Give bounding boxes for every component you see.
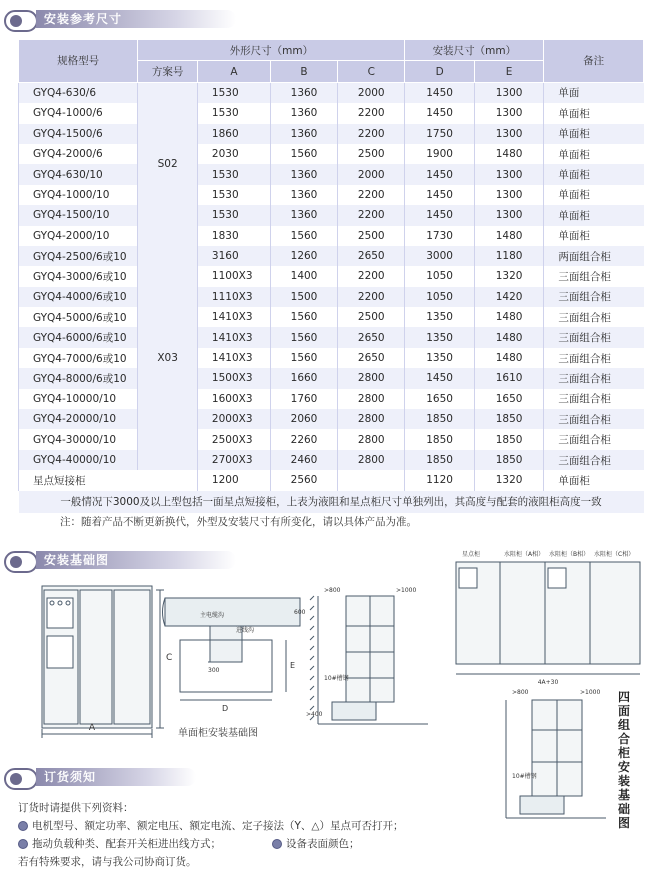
cell-a: 1110X3 <box>197 287 270 307</box>
cell-remark: 单面柜 <box>544 470 644 490</box>
section-marker-icon <box>4 768 38 790</box>
cell-c: 2800 <box>338 368 405 388</box>
cell-d: 1450 <box>405 185 474 205</box>
cell-a: 1830 <box>197 226 270 246</box>
cell-model: GYQ4-1000/6 <box>19 103 138 123</box>
cell-c: 2200 <box>338 266 405 286</box>
cell-d: 1450 <box>405 368 474 388</box>
cell-model: GYQ4-1000/10 <box>19 185 138 205</box>
cell-model: GYQ4-6000/6或10 <box>19 327 138 347</box>
cell-e: 1480 <box>474 348 543 368</box>
label-a: A <box>88 723 96 733</box>
cell-c: 2650 <box>338 246 405 266</box>
cell-a: 2030 <box>197 144 270 164</box>
cell-a: 1410X3 <box>197 348 270 368</box>
cell-model: GYQ4-1500/10 <box>19 205 138 225</box>
cell-b: 1560 <box>270 144 337 164</box>
cell-e: 1480 <box>474 307 543 327</box>
header-mount: 安装尺寸（mm） <box>405 40 544 61</box>
label-d: D <box>222 704 229 713</box>
cell-c: 2200 <box>338 205 405 225</box>
cell-d: 1450 <box>405 164 474 184</box>
cell-b: 1360 <box>270 82 337 103</box>
cell-b: 1560 <box>270 226 337 246</box>
header-b: B <box>270 61 337 82</box>
dim-300: 300 <box>208 667 220 674</box>
cell-a: 1410X3 <box>197 327 270 347</box>
cell-a: 1410X3 <box>197 307 270 327</box>
cell-model: GYQ4-7000/6或10 <box>19 348 138 368</box>
cell-d: 1900 <box>405 144 474 164</box>
order-item-3 <box>272 836 360 851</box>
cell-c: 2650 <box>338 348 405 368</box>
cell-c: 2000 <box>338 164 405 184</box>
cell-e: 1850 <box>474 409 543 429</box>
combo-side-section-drawing <box>506 700 606 818</box>
cell-a: 2000X3 <box>197 409 270 429</box>
cell-b: 1360 <box>270 205 337 225</box>
combo-caption: 四面组合柜安装基础图 <box>618 690 631 830</box>
cell-d: 1450 <box>405 103 474 123</box>
cell-c: 2200 <box>338 287 405 307</box>
cell-model: GYQ4-2500/6或10 <box>19 246 138 266</box>
cell-b: 1560 <box>270 307 337 327</box>
dim-1000-lower: >1000 <box>580 689 601 696</box>
cell-e: 1300 <box>474 82 543 103</box>
cell-e: 1850 <box>474 429 543 449</box>
header-e: E <box>474 61 543 82</box>
cell-b: 1360 <box>270 164 337 184</box>
dim-1000: >1000 <box>396 587 417 594</box>
cell-remark: 单面柜 <box>544 185 644 205</box>
cell-a: 2700X3 <box>197 450 270 470</box>
cell-d: 1350 <box>405 348 474 368</box>
cell-a: 3160 <box>197 246 270 266</box>
cell-model: GYQ4-30000/10 <box>19 429 138 449</box>
cell-b: 2560 <box>270 470 337 490</box>
cell-a: 1860 <box>197 124 270 144</box>
cell-e: 1180 <box>474 246 543 266</box>
cell-model: GYQ4-3000/6或10 <box>19 266 138 286</box>
cell-e: 1480 <box>474 327 543 347</box>
header-d: D <box>405 61 474 82</box>
cell-a: 2500X3 <box>197 429 270 449</box>
cell-d: 1750 <box>405 124 474 144</box>
header-outer: 外形尺寸（mm） <box>138 40 405 61</box>
order-item-1 <box>18 818 404 833</box>
cell-c: 2500 <box>338 226 405 246</box>
cell-d: 1450 <box>405 205 474 225</box>
cell-remark: 三面组合柜 <box>544 368 644 388</box>
liquid-a-label: 水阻柜（A相） <box>504 551 545 558</box>
cell-c: 2800 <box>338 409 405 429</box>
cell-a: 1530 <box>197 82 270 103</box>
cell-e: 1650 <box>474 389 543 409</box>
cell-d: 1050 <box>405 287 474 307</box>
cell-e: 1420 <box>474 287 543 307</box>
cell-b: 2060 <box>270 409 337 429</box>
cell-a: 1200 <box>197 470 270 490</box>
header-c: C <box>338 61 405 82</box>
cell-a: 1530 <box>197 164 270 184</box>
cell-plan: S02 <box>138 82 198 246</box>
cell-c: 2200 <box>338 103 405 123</box>
cell-b: 1760 <box>270 389 337 409</box>
cell-b: 1260 <box>270 246 337 266</box>
bullet-icon <box>18 839 28 849</box>
cell-a: 1530 <box>197 205 270 225</box>
cell-remark: 单面 <box>544 82 644 103</box>
cell-model: GYQ4-1500/6 <box>19 124 138 144</box>
section-title: 安装基础图 <box>44 553 110 567</box>
cell-remark: 三面组合柜 <box>544 348 644 368</box>
section-title: 订货须知 <box>44 770 97 784</box>
cell-model: GYQ4-2000/10 <box>19 226 138 246</box>
cabinet-front-drawing <box>42 586 164 738</box>
liquid-b-label: 水阻柜（B相） <box>549 551 590 558</box>
label-c: C <box>166 653 173 663</box>
cell-remark: 单面柜 <box>544 226 644 246</box>
cell-d: 1730 <box>405 226 474 246</box>
cell-remark: 两面组合柜 <box>544 246 644 266</box>
cell-model: GYQ4-2000/6 <box>19 144 138 164</box>
label-e: E <box>290 661 296 670</box>
cell-e: 1320 <box>474 470 543 490</box>
cell-remark: 三面组合柜 <box>544 409 644 429</box>
cell-model: GYQ4-8000/6或10 <box>19 368 138 388</box>
cell-remark: 三面组合柜 <box>544 389 644 409</box>
cell-e: 1300 <box>474 124 543 144</box>
bullet-icon <box>18 821 28 831</box>
cell-model: GYQ4-10000/10 <box>19 389 138 409</box>
order-item-2-text: 拖动负载种类、配套开关柜进出线方式； <box>32 838 221 850</box>
cell-a: 1600X3 <box>197 389 270 409</box>
cell-d: 1650 <box>405 389 474 409</box>
cell-b: 1560 <box>270 327 337 347</box>
header-model: 规格型号 <box>19 40 138 83</box>
cell-e: 1300 <box>474 164 543 184</box>
cell-c: 2800 <box>338 389 405 409</box>
cell-e: 1610 <box>474 368 543 388</box>
order-item-1-text: 电机型号、额定功率、额定电压、额定电流、定子接法（Y、△）星点可否打开； <box>32 820 404 832</box>
cell-b: 1360 <box>270 124 337 144</box>
cell-a: 1100X3 <box>197 266 270 286</box>
section-title: 安装参考尺寸 <box>44 12 123 26</box>
cell-c: 2800 <box>338 429 405 449</box>
cell-e: 1480 <box>474 144 543 164</box>
cell-model: 星点短接柜 <box>19 470 198 490</box>
cell-b: 2460 <box>270 450 337 470</box>
liquid-c-label: 水阻柜（C相） <box>594 551 635 558</box>
cell-model: GYQ4-20000/10 <box>19 409 138 429</box>
side-section-drawing <box>310 596 428 724</box>
cell-c: 2650 <box>338 327 405 347</box>
dim-400: >400 <box>306 711 323 718</box>
cell-e: 1480 <box>474 226 543 246</box>
cell-b: 1360 <box>270 103 337 123</box>
cell-c: 2200 <box>338 124 405 144</box>
base-caption: 单面柜安装基础图 <box>178 728 258 739</box>
dim-600: 600 <box>294 609 306 616</box>
cell-b: 1560 <box>270 348 337 368</box>
inlet-trench-label: 进线沟 <box>236 627 255 634</box>
cell-b: 1500 <box>270 287 337 307</box>
cell-a: 1500X3 <box>197 368 270 388</box>
order-item-3-text: 设备表面颜色； <box>286 838 360 850</box>
cell-remark: 三面组合柜 <box>544 450 644 470</box>
header-remark: 备注 <box>544 40 644 83</box>
change-note: 注：随着产品不断更新换代，外型及安装尺寸有所变化，请以具体产品为准。 <box>60 516 417 528</box>
cell-remark: 三面组合柜 <box>544 307 644 327</box>
cell-a: 1530 <box>197 103 270 123</box>
cell-e: 1300 <box>474 205 543 225</box>
cell-remark: 三面组合柜 <box>544 266 644 286</box>
cell-remark: 单面柜 <box>544 144 644 164</box>
section-header-ordering <box>0 764 200 790</box>
table-footer-note: 一般情况下3000及以上型包括一面星点短接柜，上表为液阻和星点柜尺寸单独列出，其高度与配套的液阻柜高度一致 <box>19 491 644 513</box>
cell-c: 2200 <box>338 185 405 205</box>
cell-b: 1660 <box>270 368 337 388</box>
cell-model: GYQ4-40000/10 <box>19 450 138 470</box>
cell-remark: 单面柜 <box>544 205 644 225</box>
cell-e: 1850 <box>474 450 543 470</box>
cell-c: 2000 <box>338 82 405 103</box>
cell-remark: 三面组合柜 <box>544 287 644 307</box>
bullet-icon <box>272 839 282 849</box>
dim-800: >800 <box>324 587 341 594</box>
cell-c: 2500 <box>338 307 405 327</box>
cell-d: 1850 <box>405 429 474 449</box>
cell-d: 1120 <box>405 470 474 490</box>
cell-d: 1050 <box>405 266 474 286</box>
cable-trench-label: 主电缆沟 <box>200 612 225 619</box>
cell-b: 2260 <box>270 429 337 449</box>
cell-d: 1450 <box>405 82 474 103</box>
star-cabinet-label: 星点柜 <box>462 551 481 558</box>
cell-remark: 三面组合柜 <box>544 327 644 347</box>
dim-4a30: 4A+30 <box>537 679 559 686</box>
cell-model: GYQ4-4000/6或10 <box>19 287 138 307</box>
base-plan-drawing <box>163 598 301 700</box>
cell-model: GYQ4-5000/6或10 <box>19 307 138 327</box>
cell-d: 1350 <box>405 327 474 347</box>
cell-c: 2800 <box>338 450 405 470</box>
cell-c: 2500 <box>338 144 405 164</box>
header-a: A <box>197 61 270 82</box>
header-plan: 方案号 <box>138 61 198 82</box>
cell-plan: X03 <box>138 246 198 470</box>
cell-d: 1350 <box>405 307 474 327</box>
order-item-2 <box>18 836 221 851</box>
cell-remark: 单面柜 <box>544 103 644 123</box>
steel-label: 10#槽钢 <box>324 675 349 682</box>
order-outro: 若有特殊要求，请与我公司协商订货。 <box>18 856 197 868</box>
dim-800-lower: >800 <box>512 689 529 696</box>
cell-b: 1360 <box>270 185 337 205</box>
cell-d: 1850 <box>405 450 474 470</box>
cell-e: 1300 <box>474 185 543 205</box>
cell-b: 1400 <box>270 266 337 286</box>
cell-remark: 单面柜 <box>544 124 644 144</box>
cell-remark: 单面柜 <box>544 164 644 184</box>
combo-cabinet-drawing <box>456 562 640 674</box>
cell-model: GYQ4-630/6 <box>19 82 138 103</box>
cell-d: 3000 <box>405 246 474 266</box>
cell-e: 1320 <box>474 266 543 286</box>
cell-a: 1530 <box>197 185 270 205</box>
order-intro: 订货时请提供下列资料： <box>18 802 134 814</box>
steel-label-lower: 10#槽钢 <box>512 773 537 780</box>
cell-e: 1300 <box>474 103 543 123</box>
cell-d: 1850 <box>405 409 474 429</box>
cell-model: GYQ4-630/10 <box>19 164 138 184</box>
cell-remark: 三面组合柜 <box>544 429 644 449</box>
